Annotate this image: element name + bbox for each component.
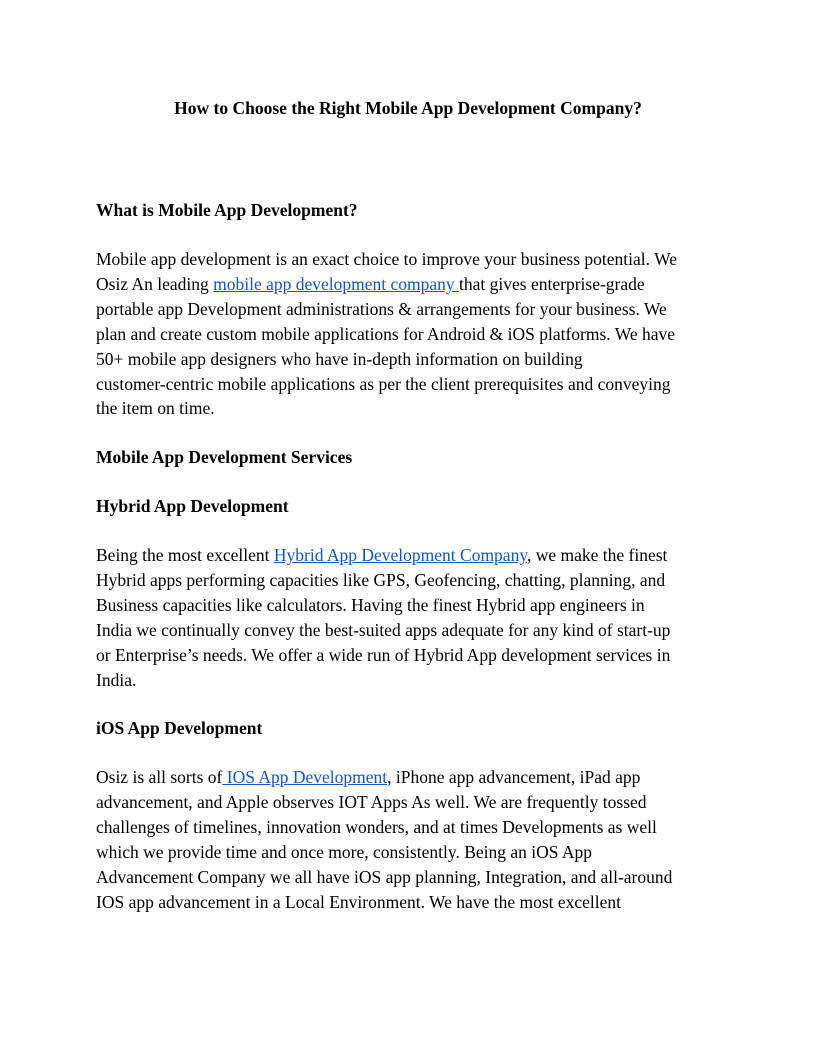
mobile-app-development-company-link[interactable]: mobile app development company	[213, 273, 460, 294]
text-line: India.	[96, 669, 137, 690]
text-fragment: , iPhone app advancement, iPad app	[387, 767, 641, 787]
ios-app-development-link[interactable]: IOS App Development	[222, 767, 388, 787]
text-line: Hybrid apps performing capacities like GPS, Geofencing, chatting, planning, and	[96, 569, 666, 590]
heading-ios-app-development: iOS App Development	[96, 718, 263, 738]
text-line: challenges of timelines, innovation wonders, and at times Developments as well	[96, 816, 657, 837]
text-line: which we provide time and once more, consistently. Being an iOS App	[96, 841, 593, 862]
text-line: the item on time.	[96, 398, 215, 419]
paragraph-hybrid	[96, 543, 726, 692]
text-line: plan and create custom mobile applications for Android & iOS platforms. We have	[96, 323, 676, 344]
text-line: or Enterprise’s needs. We offer a wide run of Hybrid App development services in	[96, 644, 671, 665]
text-line: IOS app advancement in a Local Environment. We have the most excellent	[96, 891, 622, 912]
paragraph-what-is	[96, 247, 726, 421]
text-line	[96, 272, 726, 297]
text-line: advancement, and Apple observes IOT Apps As well. We are frequently tossed	[96, 791, 647, 812]
text-line	[96, 765, 726, 790]
text-line: Mobile app development is an exact choice to improve your business potential. We	[96, 249, 677, 269]
hybrid-app-development-company-link[interactable]: Hybrid App Development Company	[273, 545, 527, 565]
heading-mobile-app-development-services: Mobile App Development Services	[96, 447, 353, 467]
page-title: How to Choose the Right Mobile App Development Company?	[174, 98, 642, 118]
heading-what-is-mobile-app-development: What is Mobile App Development?	[96, 200, 358, 220]
text-line: Business capacities like calculators. Having the finest Hybrid app engineers in	[96, 594, 645, 615]
text-fragment: Being the most excellent	[96, 545, 274, 565]
text-line: customer-centric mobile applications as per the client prerequisites and conveying	[96, 373, 671, 394]
text-line: Advancement Company we all have iOS app planning, Integration, and all-around	[96, 866, 673, 887]
text-line: 50+ mobile app designers who have in-depth information on building	[96, 348, 583, 369]
text-fragment: Osiz is all sorts of	[96, 767, 223, 787]
text-line: portable app Development administrations & arrangements for your business. We	[96, 298, 667, 319]
paragraph-ios	[96, 765, 726, 914]
text-fragment: that gives enterprise-grade	[459, 273, 645, 294]
heading-hybrid-app-development: Hybrid App Development	[96, 496, 289, 516]
text-line	[96, 543, 726, 568]
text-fragment: , we make the finest	[526, 545, 668, 565]
text-fragment: Osiz An leading	[96, 273, 214, 294]
text-line: India we continually convey the best-suited apps adequate for any kind of start-up	[96, 619, 671, 640]
